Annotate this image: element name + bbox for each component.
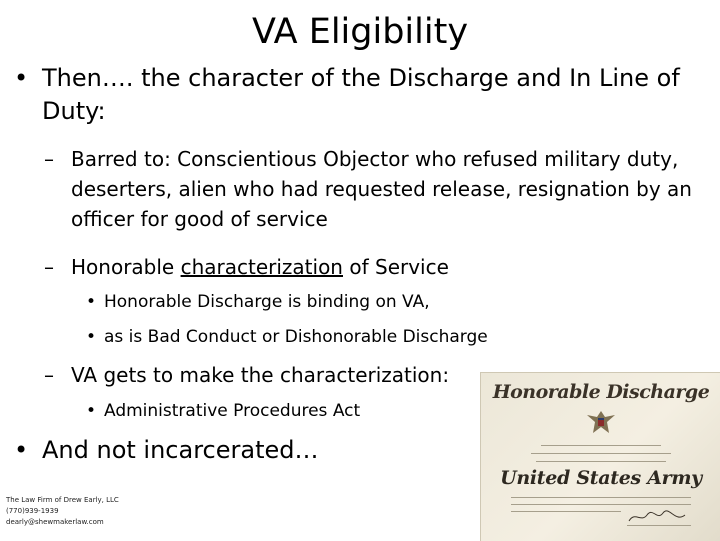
sub-sub-bullet-item: [86, 324, 706, 350]
text-segment: of Service: [343, 255, 449, 279]
footer-phone: (770)939-1939: [6, 507, 59, 515]
certificate-rule: [511, 511, 621, 512]
bullet-icon: •: [86, 401, 97, 421]
eagle-seal-icon: [585, 407, 617, 437]
certificate-org: United States Army: [500, 467, 702, 489]
bullet-icon: •: [14, 436, 29, 464]
bullet-item: [14, 62, 704, 128]
bullet-icon: •: [14, 64, 29, 92]
discharge-certificate-image: [480, 372, 720, 541]
sub-sub-bullet-item: [86, 289, 706, 315]
signature-scribble: [627, 509, 687, 525]
certificate-heading: Honorable Discharge: [492, 381, 710, 403]
signature-rule: [627, 525, 691, 526]
footer-firm: The Law Firm of Drew Early, LLC: [6, 496, 119, 504]
bullet-icon: •: [86, 327, 97, 347]
certificate-rule: [536, 461, 666, 462]
certificate-rule: [541, 445, 661, 446]
sub-bullet-text: VA gets to make the characterization:: [71, 363, 450, 387]
bullet-text: And not incarcerated…: [42, 436, 319, 464]
sub-bullet-item: [44, 252, 704, 282]
footer: [6, 495, 119, 528]
dash-icon: –: [44, 147, 54, 171]
certificate-rule: [531, 453, 671, 454]
certificate-rule: [511, 504, 691, 505]
footer-email: dearly@shewmakerlaw.com: [6, 518, 104, 526]
dash-icon: –: [44, 363, 54, 387]
text-segment: Honorable: [71, 255, 181, 279]
dash-icon: –: [44, 255, 54, 279]
sub-bullet-item: [44, 144, 704, 234]
sub-bullet-text: [71, 252, 704, 282]
bullet-icon: •: [86, 292, 97, 312]
bullet-text: Then…. the character of the Discharge and In Line of Duty:: [42, 64, 680, 125]
sub-bullet-text: Barred to: Conscientious Objector who refused military duty, deserters, alien who had requested release, resignation by an officer for good of service: [71, 147, 692, 231]
certificate-rule: [511, 497, 691, 498]
sub-sub-bullet-text: Administrative Procedures Act: [104, 401, 361, 421]
slide-title: VA Eligibility: [251, 12, 469, 52]
sub-sub-bullet-text: as is Bad Conduct or Dishonorable Discharge: [104, 327, 488, 347]
sub-sub-bullet-text: Honorable Discharge is binding on VA,: [104, 292, 430, 312]
underlined-term: characterization: [180, 255, 343, 279]
